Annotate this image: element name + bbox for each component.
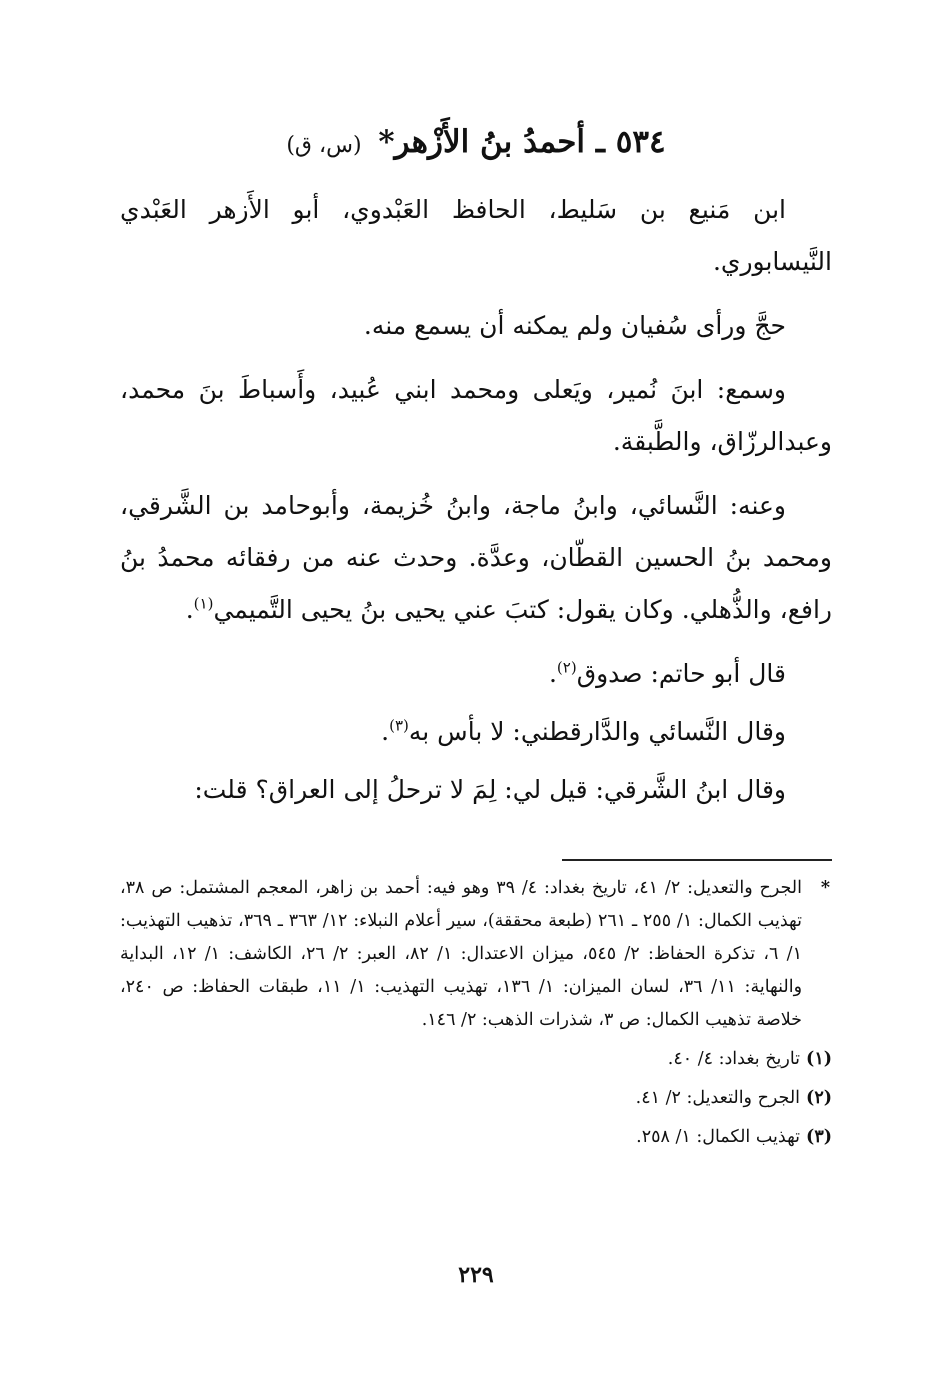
paragraph-abu-hatim-text: قال أبو حاتم: صدوق: [576, 659, 786, 688]
footnote-2: [120, 1082, 832, 1115]
paragraph-hajj: حجَّ ورأى سُفيان ولم يمكنه أن يسمع منه.: [363, 311, 786, 340]
sources-footnote: [120, 872, 832, 1037]
paragraph-nasai-text: وقال النَّسائي والدَّارقطني: لا بأس به: [408, 717, 786, 746]
entry-body: [120, 184, 832, 828]
entry-heading: [120, 124, 832, 160]
footnote-star-mark: *: [820, 878, 830, 898]
footnote-3: [120, 1121, 832, 1154]
paragraph-abu-hatim: [120, 648, 832, 700]
footnote-number: (٣): [806, 1127, 832, 1147]
footnotes: [120, 872, 832, 1154]
footnote-ref-1: (١): [193, 594, 214, 613]
footnote-ref-2: (٢): [556, 658, 577, 677]
entry-title: ٥٣٤ ـ أحمدُ بنُ الأَزْهر*: [378, 124, 666, 160]
entry-symbols: (س، ق): [286, 133, 362, 158]
footnote-number: (١): [806, 1049, 832, 1069]
paragraph-narrators-end: .: [185, 595, 194, 624]
footnote-number: (٢): [806, 1088, 832, 1108]
paragraph-narrators: [120, 480, 832, 636]
paragraph-ibn-sharqi: وقال ابنُ الشَّرقي: قيل لي: لِمَ لا ترحلُ إلى العراق؟ قلت:: [194, 775, 786, 804]
paragraph-narrators-text: وعنه: النَّسائي، وابنُ ماجة، وابنُ خُزيمة، وأبوحامد بن الشَّرقي، ومحمد بنُ الحسين القطّان، وعدَّة. وحدث عنه من رفقائه محمدُ بنُ رافع، والذُّهلي. وكان يقول: كتبَ عني يحيى بنُ يحيى التَّميمي: [120, 491, 833, 624]
paragraph-nasai: [120, 706, 832, 758]
footnote-1: [120, 1043, 832, 1076]
footnote-text: تهذيب الكمال: ١/ ٢٥٨.: [636, 1127, 801, 1147]
footnote-divider: [562, 859, 832, 861]
paragraph-nasai-end: .: [381, 717, 390, 746]
page-number: ٢٢٩: [458, 1262, 494, 1288]
paragraph-heard-from: وسمع: ابنَ نُمير، ويَعلى ومحمد ابني عُبيد، وأَسباطَ بنَ محمد، وعبدالرزّاق، والطَّبقة.: [120, 375, 832, 456]
footnote-text: تاريخ بغداد: ٤/ ٤٠.: [667, 1049, 801, 1069]
footnote-ref-3: (٣): [389, 716, 409, 735]
sources-footnote-text: الجرح والتعديل: ٢/ ٤١، تاريخ بغداد: ٤/ ٣٩ وهو فيه: أحمد بن زاهر، المعجم المشتمل: ص ٣٨، تهذيب الكمال: ١/ ٢٥٥ ـ ٢٦١ (طبعة محققة)، سير أعلام النبلاء: ١٢/ ٣٦٣ ـ ٣٦٩، تذهيب التهذيب: ١/ ٦، تذكرة الحفاظ: ٢/ ٥٤٥، ميزان الاعتدال: ١/ ٨٢، العبر: ٢/ ٢٦، الكاشف: ١/ ١٢، البداية والنهاية: ١١/ ٣٦، لسان الميزان: ١/ ١٣٦، تهذيب التهذيب: ١/ ١١، طبقات الحفاظ: ص ٢٤٠، خلاصة تذهيب الكمال: ص ٣، شذرات الذهب: ٢/ ١٤٦.: [120, 878, 803, 1030]
footnote-text: الجرح والتعديل: ٢/ ٤١.: [635, 1088, 801, 1108]
paragraph-abu-hatim-end: .: [548, 659, 557, 688]
paragraph-lineage: ابن مَنيع بن سَليط، الحافظ العَبْدوي، أبو الأَزهر العَبْدي النَّيسابوري.: [120, 195, 832, 276]
